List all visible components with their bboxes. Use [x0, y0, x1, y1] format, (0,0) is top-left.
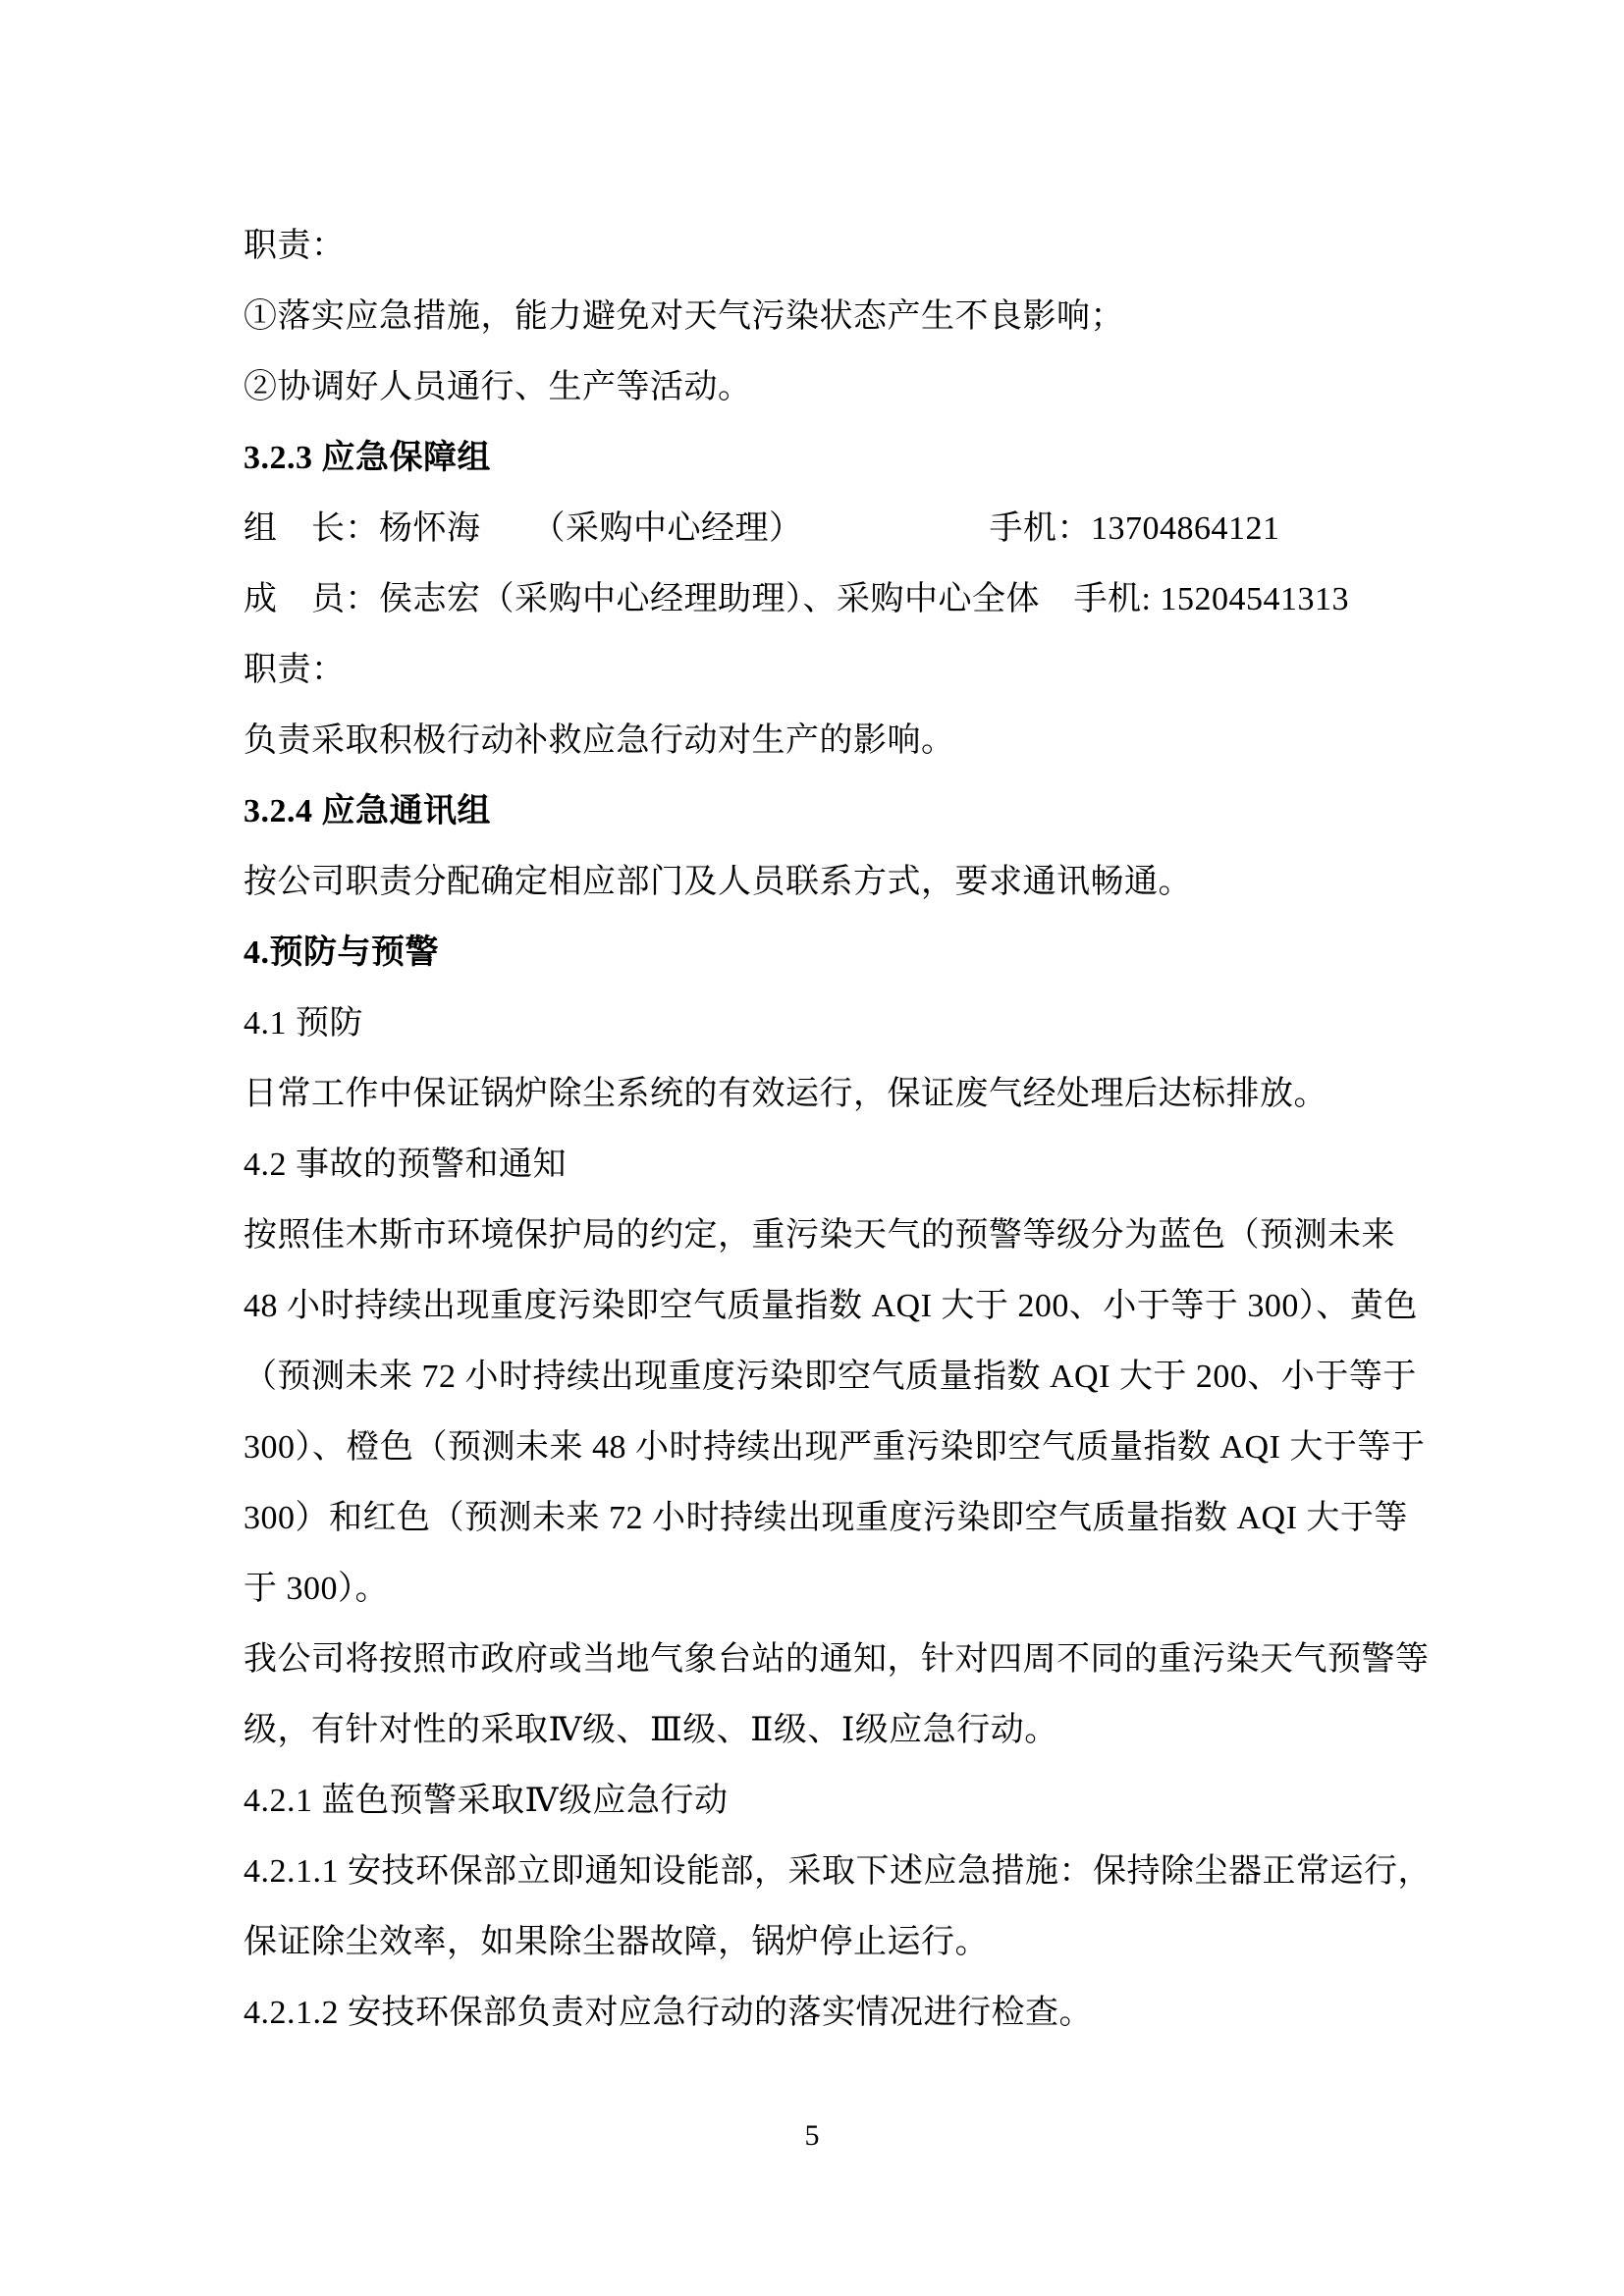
text-line: 4.2.1.1 安技环保部立即通知设能部，采取下述应急措施：保持除尘器正常运行，	[244, 1853, 1432, 1890]
text-line: 300）、橙色（预测未来 48 小时持续出现严重污染即空气质量指数 AQI 大于等于	[244, 1429, 1426, 1466]
page-footer	[0, 2118, 1624, 2154]
text-line: 4.2.1 蓝色预警采取Ⅳ级应急行动	[244, 1783, 729, 1819]
text-line: 日常工作中保证锅炉除尘系统的有效运行，保证废气经处理后达标排放。	[244, 1076, 1327, 1112]
text-line: 负责采取积极行动补救应急行动对生产的影响。	[244, 722, 955, 759]
text-line: 按照佳木斯市环境保护局的约定，重污染天气的预警等级分为蓝色（预测未来	[244, 1217, 1395, 1254]
document-body	[244, 211, 1579, 2049]
text-line: 我公司将按照市政府或当地气象台站的通知，针对四周不同的重污染天气预警等	[244, 1641, 1430, 1678]
text-line: 4.2.1.2 安技环保部负责对应急行动的落实情况进行检查。	[244, 1995, 1093, 2031]
text-line: 4.1 预防	[244, 1005, 363, 1041]
section-heading: 3.2.3 应急保障组	[244, 440, 491, 476]
text-line: ②协调好人员通行、生产等活动。	[244, 369, 752, 405]
text-line: 职责：	[244, 652, 346, 688]
text-line: 保证除尘效率，如果除尘器故障，锅炉停止运行。	[244, 1924, 989, 1960]
section-heading: 3.2.4 应急通讯组	[244, 793, 491, 829]
text-line: 48 小时持续出现重度污染即空气质量指数 AQI 大于 200、小于等于 300）、黄色	[244, 1288, 1418, 1324]
text-line: 职责：	[244, 228, 346, 264]
text-line: 级，有针对性的采取Ⅳ级、Ⅲ级、Ⅱ级、Ⅰ级应急行动。	[244, 1712, 1058, 1748]
text-line: 300）和红色（预测未来 72 小时持续出现重度污染即空气质量指数 AQI 大于等	[244, 1500, 1408, 1536]
text-line: 成 员：侯志宏（采购中心经理助理）、采购中心全体 手机: 15204541313	[244, 581, 1349, 617]
section-heading: 4.预防与预警	[244, 934, 439, 971]
text-line: ①落实应急措施，能力避免对天气污染状态产生不良影响；	[244, 298, 1124, 335]
page-number: 5	[804, 2119, 820, 2152]
text-line: 4.2 事故的预警和通知	[244, 1147, 567, 1183]
text-line: 于 300）。	[244, 1571, 389, 1607]
text-line: 组 长：杨怀海 （采购中心经理） 手机：13704864121	[244, 510, 1280, 547]
text-line: 按公司职责分配确定相应部门及人员联系方式，要求通讯畅通。	[244, 864, 1192, 900]
text-line: （预测未来 72 小时持续出现重度污染即空气质量指数 AQI 大于 200、小于等于	[244, 1359, 1417, 1395]
